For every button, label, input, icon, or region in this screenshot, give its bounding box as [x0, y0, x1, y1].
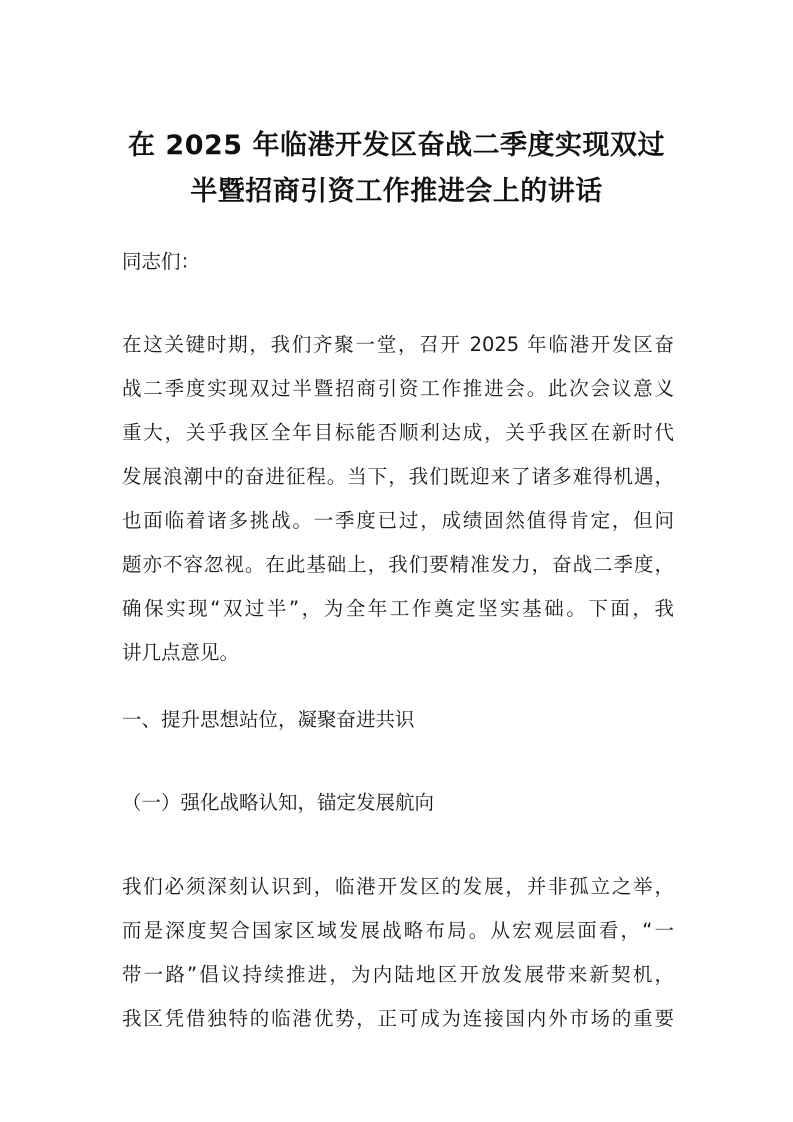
section-heading: 一、提升思想站位，凝聚奋进共识 [122, 708, 415, 731]
intro-paragraph-line: 在这关键时期，我们齐聚一堂，召开 2025 年临港开发区奋 [122, 333, 674, 356]
body-paragraph-line: 带一路”倡议持续推进，为内陆地区开放发展带来新契机， [122, 963, 674, 986]
document-title-line-2: 半暨招商引资工作推进会上的讲话 [190, 176, 603, 207]
intro-paragraph-line: 发展浪潮中的奋进征程。当下，我们既迎来了诸多难得机遇， [122, 465, 674, 488]
subsection-heading: （一）强化战略认知，锚定发展航向 [122, 791, 435, 814]
intro-paragraph-line: 题亦不容忽视。在此基础上，我们要精准发力，奋战二季度， [122, 553, 674, 576]
intro-paragraph-line: 战二季度实现双过半暨招商引资工作推进会。此次会议意义 [122, 377, 674, 400]
body-paragraph-line: 我们必须深刻认识到，临港开发区的发展，并非孤立之举， [122, 875, 674, 898]
intro-paragraph-line: 确保实现“双过半”，为全年工作奠定坚实基础。下面，我 [122, 597, 674, 620]
intro-paragraph-line: 讲几点意见。 [122, 641, 240, 664]
body-paragraph-line: 而是深度契合国家区域发展战略布局。从宏观层面看，“一 [122, 919, 674, 942]
document-title-line-1: 在 2025 年临港开发区奋战二季度实现双过 [128, 130, 665, 161]
salutation: 同志们： [122, 250, 201, 273]
body-paragraph-line: 我区凭借独特的临港优势，正可成为连接国内外市场的重要 [122, 1007, 674, 1030]
intro-paragraph-line: 也面临着诸多挑战。一季度已过，成绩固然值得肯定，但问 [122, 509, 674, 532]
intro-paragraph-line: 重大，关乎我区全年目标能否顺利达成，关乎我区在新时代 [122, 421, 674, 444]
